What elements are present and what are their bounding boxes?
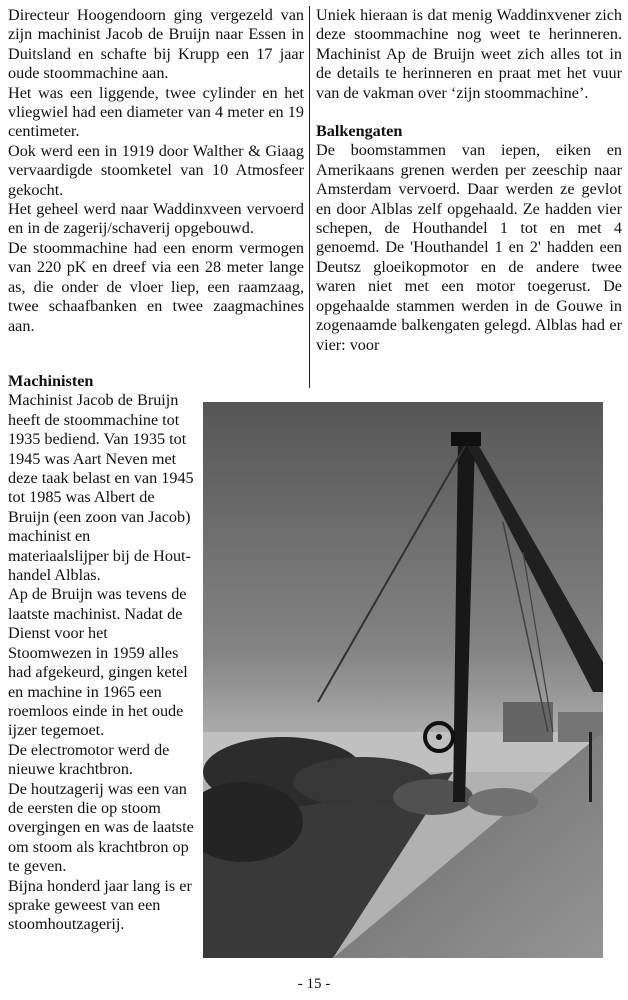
left-column-bottom xyxy=(8,372,194,935)
paragraph: De houtzagerij was een van de eersten die op stoom overgingen en was de laatste om stoom als krachtbron op te geven. xyxy=(8,779,194,876)
paragraph: Machinist Jacob de Bruijn heeft de stoommachine tot 1935 bediend. Van 1935 tot 1945 was Aart Neven met deze taak belast en van 1945 tot 1985 was Albert de Bruijn (een zoon van Jacob) machinist en materiaalslijper bij de Hout-handel Alblas. xyxy=(8,391,194,585)
photo-crane-timber-yard xyxy=(203,402,603,958)
page-number: - 15 - xyxy=(297,976,331,992)
paragraph: Het was een liggende, twee cylinder en het vliegwiel had een diameter van 4 meter en 19 centimeter. xyxy=(8,83,304,141)
paragraph: Ook werd een in 1919 door Walther & Giaag vervaardigde stoomketel van 10 Atmosfeer gekocht. xyxy=(8,141,304,199)
right-column xyxy=(316,6,622,355)
section-heading-machinisten: Machinisten xyxy=(8,372,94,390)
paragraph: De stoommachine had een enorm vermogen van 220 pK en dreef via een 28 meter lange as, die onder de vloer liep, een raamzaag, twee schaafbanken en twee zaagmachines aan. xyxy=(8,238,304,335)
section-heading-balkengaten: Balkengaten xyxy=(316,122,403,141)
paragraph: De boomstammen van iepen, eiken en Amerikaans grenen werden per zeeschip naar Amsterdam vervoerd. Daar werden ze gevlot en door Alblas zelf opgehaald. Ze hadden vier schepen, de Houthandel 1 tot en met 4 genoemd. De 'Houthandel 1 en 2' hadden een Deutsz gloeikopmotor en de andere twee waren niet met een motor toegerust. De opgehaalde stammen werden in de Gouwe in zogenaamde balkengaten gelegd. Alblas had er vier: voor xyxy=(316,141,622,354)
left-column-top xyxy=(8,6,304,336)
paragraph: De electromotor werd de nieuwe krachtbron. xyxy=(8,740,170,779)
paragraph: Bijna honderd jaar lang is er sprake geweest van een stoomhoutzagerij. xyxy=(8,876,192,934)
paragraph: Ap de Bruijn was tevens de laatste machinist. Nadat de Dienst voor het Stoomwezen in 1959 alles had afgekeurd, gingen ketel en machine in 1965 een roemloos einde in het oude ijzer tegemoet. xyxy=(8,585,188,740)
paragraph: Directeur Hoogendoorn ging vergezeld van zijn machinist Jacob de Bruijn naar Essen in Duitsland en schafte bij Krupp een 17 jaar oude stoommachine aan. xyxy=(8,6,304,83)
paragraph: Het geheel werd naar Waddinxveen vervoerd en in de zagerij/schaverij opgebouwd. xyxy=(8,200,304,238)
paragraph: Uniek hieraan is dat menig Waddinxvener zich deze stoommachine nog weet te herinneren. Machinist Ap de Bruijn weet zich alles tot in de details te herinneren en praat met het vuur van de vakman over ‘zijn stoommachine’. xyxy=(316,6,622,102)
column-divider xyxy=(309,6,310,388)
